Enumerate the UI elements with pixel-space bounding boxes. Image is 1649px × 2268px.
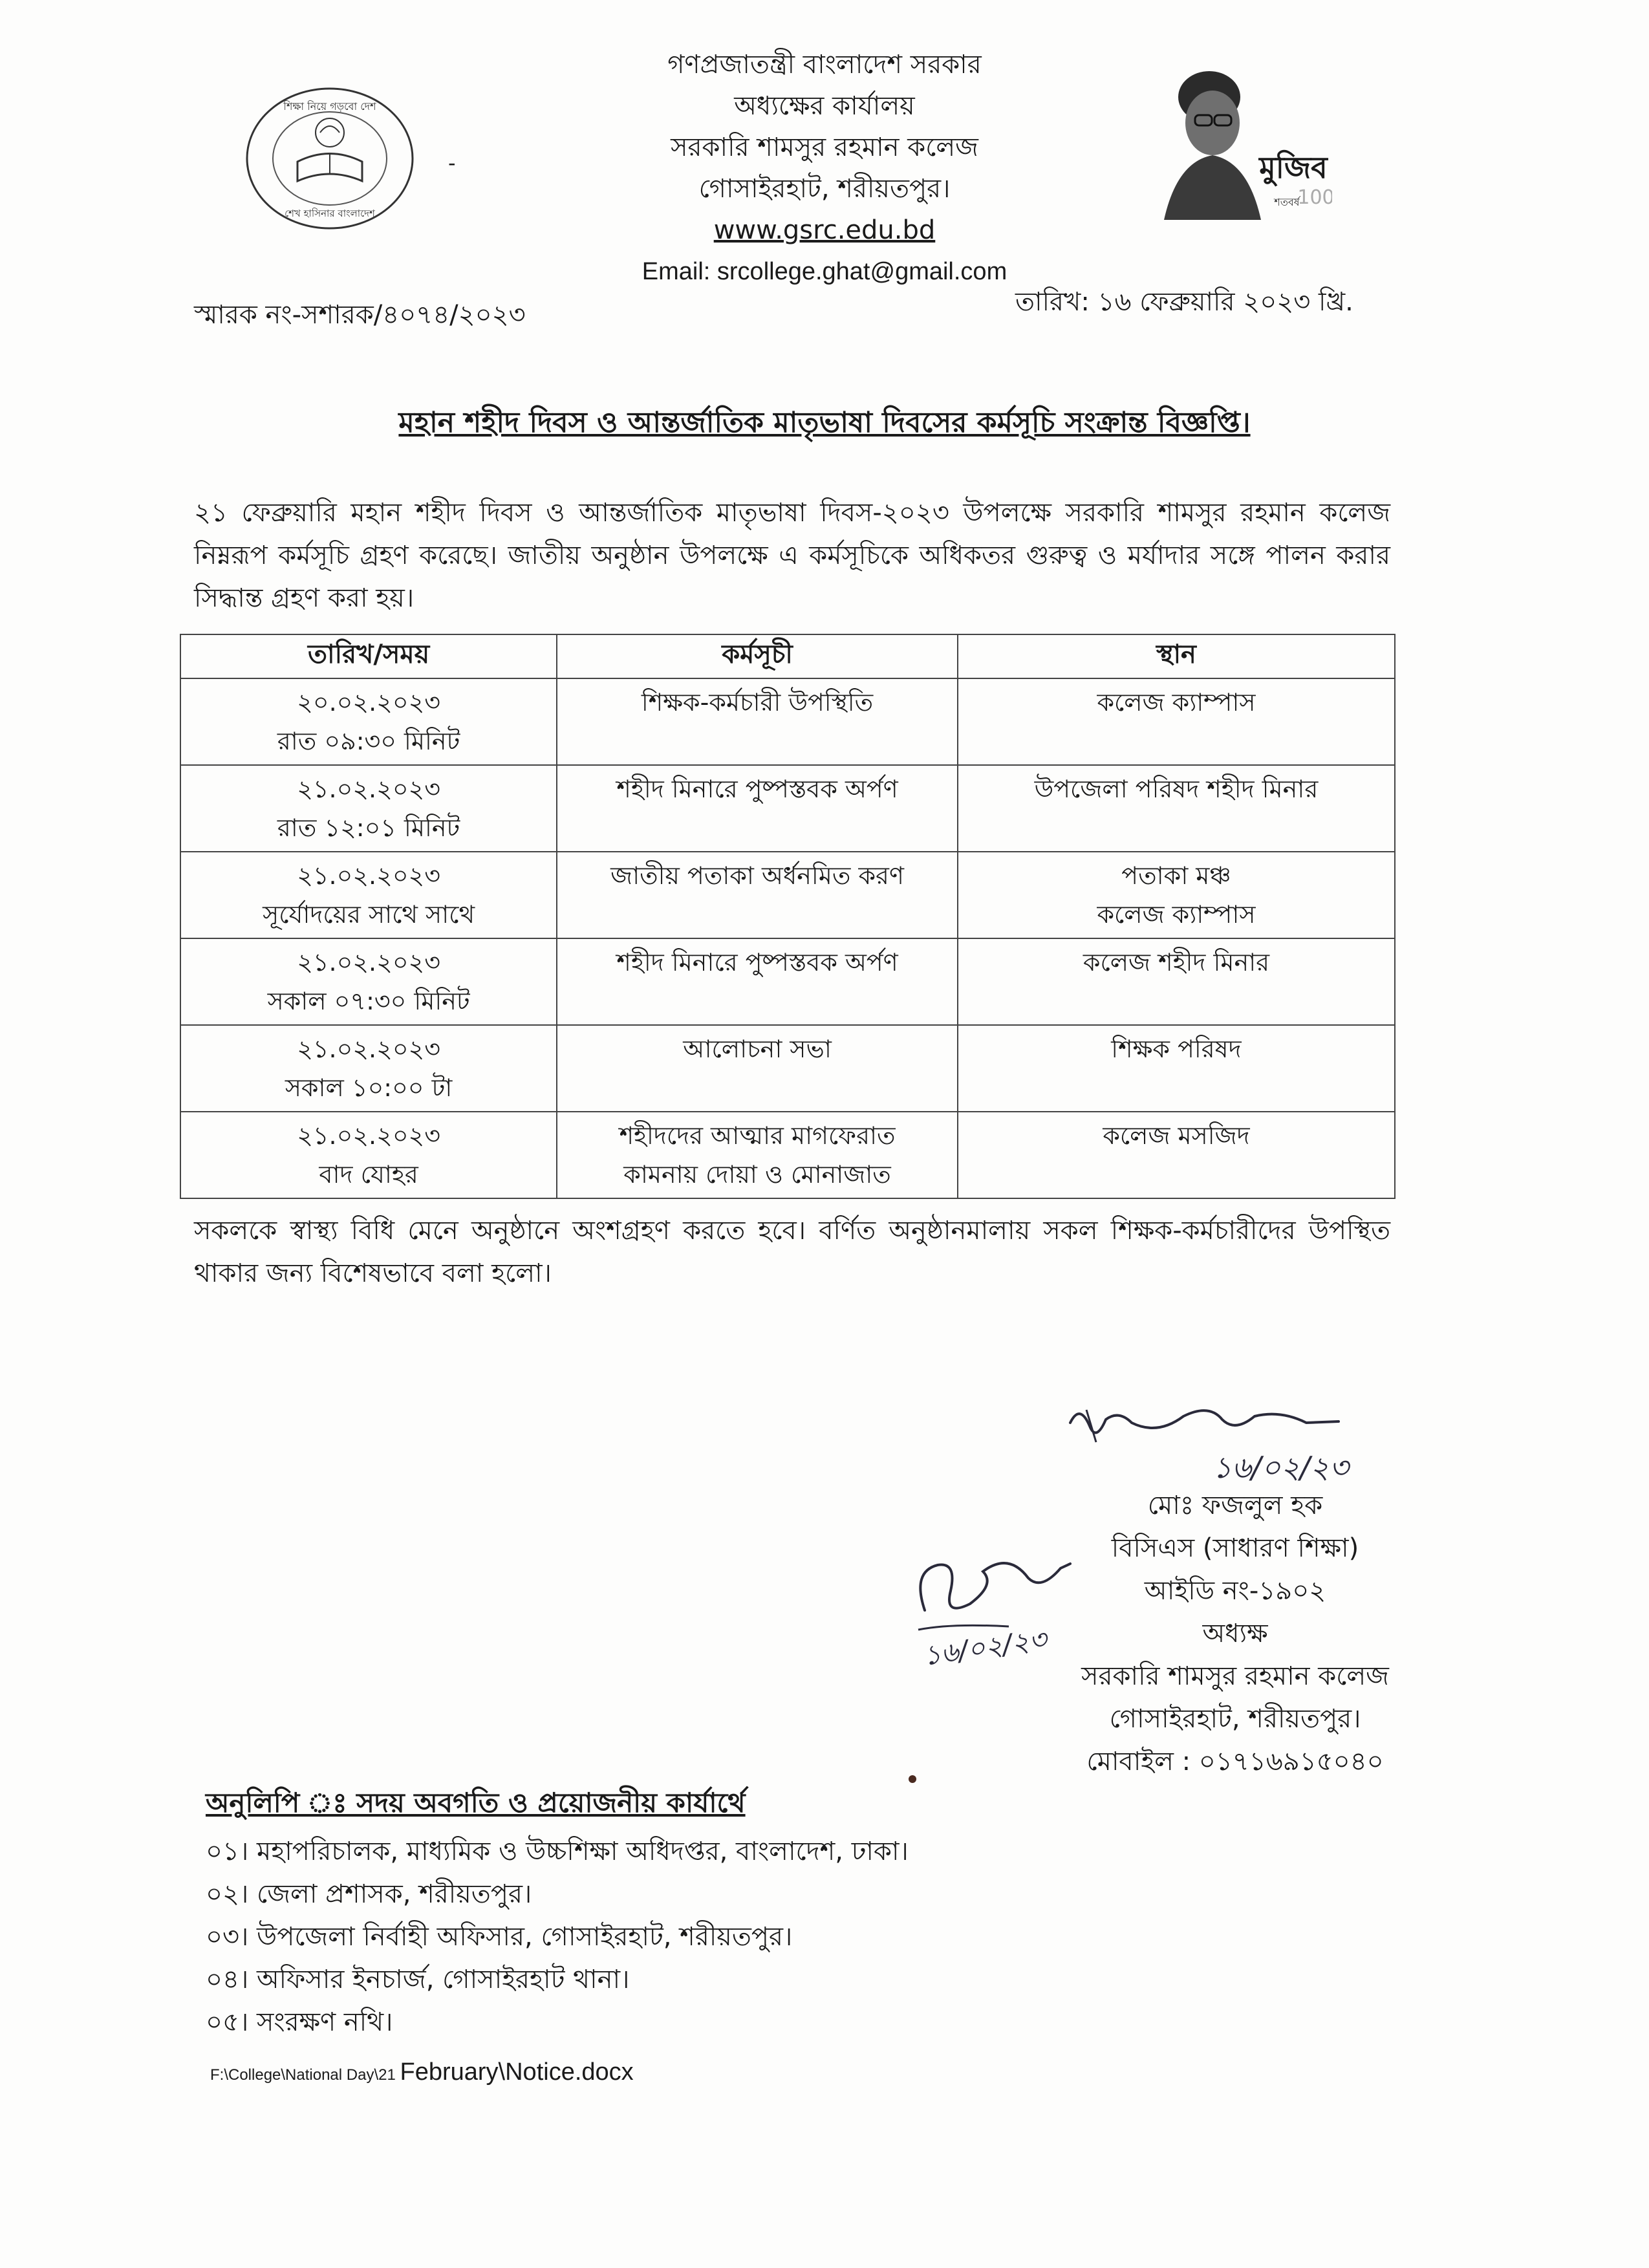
table-row <box>180 938 1395 1025</box>
place: শিক্ষক পরিষদ <box>1111 1035 1242 1063</box>
header-place: স্থান <box>958 634 1395 678</box>
svg-text:১৬/০২/২৩: ১৬/০২/২৩ <box>921 1623 1049 1672</box>
program-cell <box>557 1025 958 1112</box>
place: উপজেলা পরিষদ শহীদ মিনার <box>1034 775 1319 803</box>
table-row <box>180 1112 1395 1198</box>
mujib-portrait <box>1138 52 1332 220</box>
table-row <box>180 765 1395 852</box>
notice-title-text: মহান শহীদ দিবস ও আন্তর্জাতিক মাতৃভাষা দিবসের কর্মসূচি সংক্রান্ত বিজ্ঞপ্তি। <box>398 406 1251 439</box>
signer-institution: সরকারি শামসুর রহমান কলেজ <box>1081 1661 1389 1691</box>
ink-dot <box>909 1775 916 1783</box>
list-item: ০৪। অফিসার ইনচার্জ, গোসাইরহাট থানা। <box>206 1965 630 1994</box>
header-program: কর্মসূচী <box>557 634 958 678</box>
list-item: ০১। মহাপরিচালক, মাধ্যমিক ও উচ্চশিক্ষা অধিদপ্তর, বাংলাদেশ, ঢাকা। <box>206 1837 909 1866</box>
time: রাত ১২:০১ মিনিট <box>277 814 460 842</box>
signer-location: গোসাইরহাট, শরীয়তপুর। <box>1109 1704 1361 1734</box>
college-logo <box>242 84 417 233</box>
notice-title <box>194 401 1455 448</box>
principal-signature <box>1061 1397 1397 1487</box>
list-item: ০৩। উপজেলা নির্বাহী অফিসার, গোসাইরহাট, শরীয়তপুর। <box>206 1922 793 1952</box>
place: পতাকা মঞ্চ <box>1121 861 1231 890</box>
svg-text:১৬/০২/২৩: ১৬/০২/২৩ <box>1212 1450 1349 1485</box>
issue-date: তারিখ: ১৬ ফেব্রুয়ারি ২০২৩ খ্রি. <box>1015 287 1353 317</box>
signer-name: মোঃ ফজলুল হক <box>1147 1491 1323 1520</box>
program: শহীদ মিনারে পুষ্পস্তবক অর্পণ <box>616 775 898 803</box>
svg-text:শেখ হাসিনার বাংলাদেশ: শেখ হাসিনার বাংলাদেশ <box>285 208 375 219</box>
date-time-cell <box>180 852 557 938</box>
intro-paragraph: ২১ ফেব্রুয়ারি মহান শহীদ দিবস ও আন্তর্জাতিক মাতৃভাষা দিবস-২০২৩ উপলক্ষে সরকারি শামসুর রহমান কলেজ নিম্নরূপ কর্মসূচি গ্রহণ করেছে। জাতীয় অনুষ্ঠান উপলক্ষে এ কর্মসূচিকে অধিকতর গুরুত্ব ও মর্যাদার সঙ্গে পালন করার সিদ্ধান্ত গ্রহণ করা হয়। <box>194 498 1390 613</box>
program-cell <box>557 938 958 1025</box>
date-time-cell <box>180 765 557 852</box>
date: ২০.০২.২০২৩ <box>297 688 440 717</box>
header-date-time: তারিখ/সময় <box>180 634 557 678</box>
time: সকাল ১০:০০ টা <box>285 1074 453 1102</box>
file-path-prefix: F:\College\National Day\21 <box>210 2066 396 2084</box>
place-cell <box>958 938 1395 1025</box>
program-cell <box>557 678 958 765</box>
place: কলেজ মসজিদ <box>1103 1121 1250 1150</box>
program: শিক্ষক-কর্মচারী উপস্থিতি <box>641 688 874 717</box>
website-link[interactable]: www.gsrc.edu.bd <box>713 215 936 245</box>
date: ২১.০২.২০২৩ <box>297 1121 440 1150</box>
signer-mobile: মোবাইল : ০১৭১৬৯১৫০৪০ <box>1086 1747 1384 1777</box>
time: সূর্যোদয়ের সাথে সাথে <box>263 900 475 929</box>
place-cell <box>958 852 1395 938</box>
table-row <box>180 852 1395 938</box>
program-cell <box>557 765 958 852</box>
place-cell <box>958 678 1395 765</box>
date: ২১.০২.২০২৩ <box>297 1035 440 1063</box>
place-cell <box>958 1112 1395 1198</box>
date: ২১.০২.২০২৩ <box>297 948 440 977</box>
letterhead <box>453 44 1196 292</box>
time: বাদ যোহর <box>319 1160 418 1189</box>
time: রাত ০৯:৩০ মিনিট <box>277 727 460 755</box>
svg-text:শতবর্ষ: শতবর্ষ <box>1274 196 1300 208</box>
date: ২১.০২.২০২৩ <box>297 861 440 890</box>
signer-designation: অধ্যক্ষ <box>1202 1619 1268 1648</box>
list-item: ০২। জেলা প্রশাসক, শরীয়তপুর। <box>206 1879 532 1909</box>
file-path-footer <box>210 2058 634 2086</box>
svg-text:শিক্ষা নিয়ে গড়বো দেশ: শিক্ষা নিয়ে গড়বো দেশ <box>283 100 376 113</box>
header-line-4: গোসাইরহাট, শরীয়তপুর। <box>698 174 951 204</box>
email-line: Email: srcollege.ghat@gmail.com <box>641 258 1008 285</box>
svg-text:100: 100 <box>1297 186 1332 209</box>
place-cell <box>958 765 1395 852</box>
program: শহীদদের আত্মার মাগফেরাত <box>619 1121 896 1150</box>
table-row <box>180 1025 1395 1112</box>
time: সকাল ০৭:৩০ মিনিট <box>267 987 470 1015</box>
closing-paragraph: সকলকে স্বাস্থ্য বিধি মেনে অনুষ্ঠানে অংশগ্রহণ করতে হবে। বর্ণিত অনুষ্ঠানমালায় সকল শিক্ষক-কর্মচারীদের উপস্থিত থাকার জন্য বিশেষভাবে বলা হলো। <box>194 1216 1390 1288</box>
place: কলেজ শহীদ মিনার <box>1083 948 1270 977</box>
stray-mark: - <box>448 151 456 175</box>
program: শহীদ মিনারে পুষ্পস্তবক অর্পণ <box>616 948 898 977</box>
signer-cadre: বিসিএস (সাধারণ শিক্ষা) <box>1111 1533 1359 1563</box>
svg-text:মুজিব: মুজিব <box>1259 150 1328 185</box>
table-header-row <box>180 634 1395 678</box>
place-line-2: কলেজ ক্যাম্পাস <box>1097 900 1256 929</box>
list-item: ০৫। সংরক্ষণ নথি। <box>206 2007 393 2037</box>
header-line-2: অধ্যক্ষের কার্যালয় <box>734 91 915 121</box>
date-time-cell <box>180 1112 557 1198</box>
header-line-1: গণপ্রজাতন্ত্রী বাংলাদেশ সরকার <box>667 50 982 80</box>
place-cell <box>958 1025 1395 1112</box>
program-cell <box>557 1112 958 1198</box>
table-row <box>180 678 1395 765</box>
signer-id: আইডি নং-১৯০২ <box>1144 1576 1326 1606</box>
schedule-table <box>180 634 1396 1199</box>
date-time-cell <box>180 1025 557 1112</box>
place: কলেজ ক্যাম্পাস <box>1097 688 1256 717</box>
header-line-3: সরকারি শামসুর রহমান কলেজ <box>671 133 978 162</box>
file-path-suffix: February\Notice.docx <box>400 2058 634 2086</box>
date-time-cell <box>180 938 557 1025</box>
memo-number: স্মারক নং-সশারক/৪০৭৪/২০২৩ <box>194 300 526 330</box>
program-line-2: কামনায় দোয়া ও মোনাজাত <box>623 1160 891 1189</box>
date: ২১.০২.২০২৩ <box>297 775 440 803</box>
program: আলোচনা সভা <box>683 1035 832 1063</box>
program: জাতীয় পতাকা অর্ধনমিত করণ <box>610 861 904 890</box>
date-time-cell <box>180 678 557 765</box>
program-cell <box>557 852 958 938</box>
copy-title: অনুলিপি ঃ সদয় অবগতি ও প্রয়োজনীয় কার্যার্থে <box>206 1787 746 1819</box>
signer-block <box>1009 1484 1461 1783</box>
copy-list <box>206 1830 909 2044</box>
